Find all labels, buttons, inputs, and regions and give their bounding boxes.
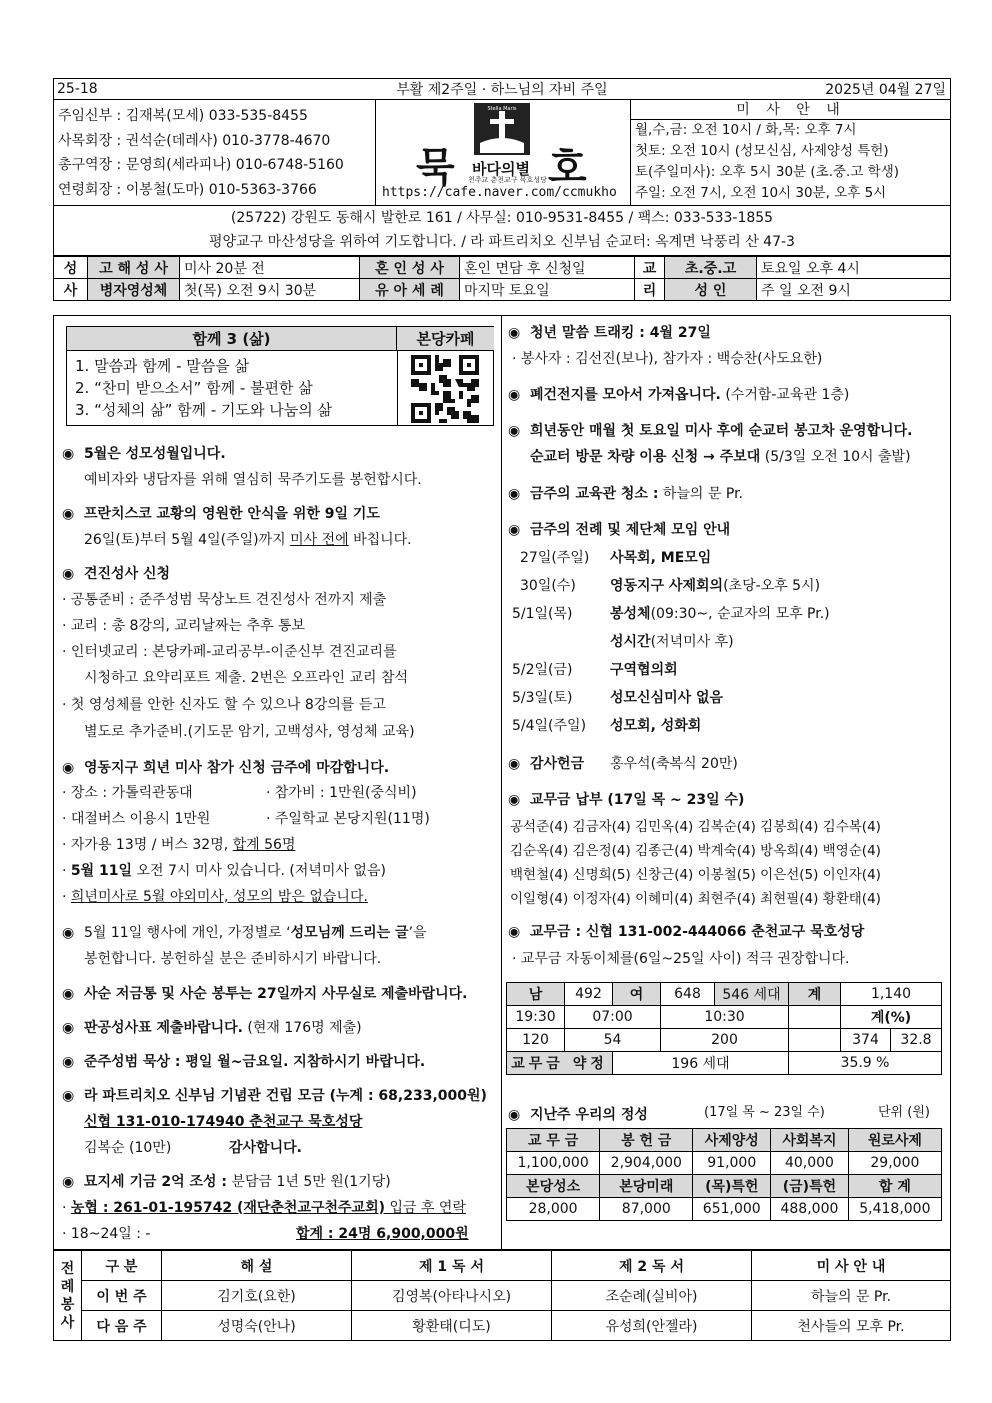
meeting-event: 봉성체(09:30~, 순교자의 모후 Pr.) xyxy=(610,606,830,622)
meeting-event: 성모신심미사 없음 xyxy=(610,690,724,706)
meeting-event: 영동지구 사제회의(초당-오후 5시) xyxy=(610,578,821,594)
youth-value: 토요일 오후 4시 xyxy=(757,257,951,279)
male-label: 남 xyxy=(507,983,565,1006)
service-cell: 김영복(아타나시오) xyxy=(352,1281,552,1311)
youth-trekking: ◉청년 말씀 트래킹 : 4월 27일 xyxy=(508,322,711,344)
dues-account: ◉교무금 : 신협 131-002-444066 춘천교구 묵호성당 xyxy=(508,921,864,943)
staff-list xyxy=(58,104,376,202)
meeting-event: 성시간(저녁미사 후) xyxy=(610,634,734,650)
memorial-account: 신협 131-010-174940 춘천교구 묵호성당 xyxy=(84,1114,363,1130)
time-slot: 07:00 xyxy=(565,1006,661,1029)
female-label: 여 xyxy=(613,983,661,1006)
attendance-sum: 374 xyxy=(841,1029,891,1052)
issue-number: 25-18 xyxy=(57,81,98,97)
memorial-donor: 김복순 (10만) xyxy=(84,1140,172,1156)
dues-row: 공석준(4) 김금자(4) 김민옥(4) 김복순(4) 김봉희(4) 김수복(4) xyxy=(510,819,881,835)
logo-left-char: 묵 xyxy=(416,145,455,191)
grave-period: · 18~24일 : - xyxy=(62,1226,151,1242)
staff-council: 사목회장 : 권석순(데레사) 010-3778-4670 xyxy=(58,132,331,149)
mass-weekday: 월,수,금: 오전 10시 / 화,목: 오후 7시 xyxy=(635,122,857,138)
meeting-date: 27일(주일) xyxy=(520,550,590,566)
time-count: 120 xyxy=(507,1029,565,1052)
meeting-date: 5/2일(금) xyxy=(512,662,573,678)
jubilee-bus: · 대절버스 이용시 1만원 xyxy=(62,811,211,827)
service-cell: 성명숙(안나) xyxy=(162,1311,352,1341)
confirmation-title: ◉견진성사 신청 xyxy=(62,563,170,585)
total-label: 계 xyxy=(789,983,841,1006)
jubilee-school: · 주일학교 본당지원(11명) xyxy=(266,811,430,827)
cleaning-duty: ◉금주의 교육관 청소 : 하늘의 문 Pr. xyxy=(508,483,743,505)
dues-row: 이일형(4) 이정자(4) 이혜미(4) 최현주(4) 최현필(4) 황환태(4) xyxy=(510,891,881,907)
mass-schedule xyxy=(631,100,951,205)
memorial-thanks: 감사합니다. xyxy=(229,1140,302,1156)
confirmation-line-2: · 교리 : 총 8강의, 교리날짜는 추후 통보 xyxy=(62,618,306,634)
dues-row: 백현철(4) 신명희(5) 신창근(4) 이봉철(5) 이은선(5) 이인자(4) xyxy=(510,867,881,883)
service-header: 제 1 독 서 xyxy=(352,1251,552,1281)
offering-header: 봉 헌 금 xyxy=(600,1129,693,1152)
wedding-label: 혼 인 성 사 xyxy=(360,257,460,279)
offering-header: 본당미래 xyxy=(600,1175,693,1198)
offering-header: (금)특헌 xyxy=(771,1175,849,1198)
grave-account: · 농협 : 261-01-195742 (재단춘천교구천주교회) 입금 후 연락 xyxy=(62,1200,466,1216)
may-title: ◉5월은 성모성월입니다. xyxy=(62,443,226,465)
pilgrim-van-2: 순교터 방문 차량 이용 신청 → 주보대 (5/3일 오전 10시 출발) xyxy=(530,449,911,465)
together-line-1: 1. 말씀과 함께 - 말씀을 삶 xyxy=(75,357,249,375)
adult-value: 주 일 오전 9시 xyxy=(757,279,951,301)
total-count: 1,140 xyxy=(841,983,942,1006)
youth-trekking-body: · 봉사자 : 김선진(보나), 참가자 : 백승찬(사도요한) xyxy=(512,351,823,367)
service-header: 미 사 안 내 xyxy=(752,1251,951,1281)
left-column xyxy=(53,315,502,1250)
offering-value: 5,418,000 xyxy=(848,1198,941,1221)
offering-header: 교 무 금 xyxy=(507,1129,600,1152)
service-cell: 하늘의 문 Pr. xyxy=(752,1281,951,1311)
dues-row: 김순옥(4) 김은정(4) 김종근(4) 박계숙(4) 방옥희(4) 백영순(4) xyxy=(510,843,881,859)
time-slot: 19:30 xyxy=(507,1006,565,1029)
mass-schedule-title: 미 사 안 내 xyxy=(631,100,951,120)
offering-header: 합 계 xyxy=(848,1175,941,1198)
service-header: 해 설 xyxy=(162,1251,352,1281)
meeting-date: 5/1일(목) xyxy=(512,606,573,622)
liturgy-service-table xyxy=(53,1250,951,1341)
staff-district: 총구역장 : 문영희(세라피나) 010-6748-5160 xyxy=(58,157,344,173)
meeting-date: 5/3일(토) xyxy=(512,690,573,706)
bulletin-date: 2025년 04월 27일 xyxy=(825,82,946,98)
masthead xyxy=(53,100,951,206)
offering-table xyxy=(506,1128,942,1221)
offering-value: 29,000 xyxy=(848,1152,941,1175)
time-slot: 10:30 xyxy=(661,1006,789,1029)
sac-side-1: 성 xyxy=(54,257,88,279)
thanks-offering: ◉감사헌금 xyxy=(508,753,584,775)
dues-title: ◉교무금 납부 (17일 목 ~ 23일 수) xyxy=(508,789,744,811)
grave-total: 합계 : 24명 6,900,000원 xyxy=(296,1226,469,1242)
male-count: 492 xyxy=(565,983,613,1006)
attendance-table xyxy=(506,982,942,1075)
pledge-label: 교무금 약정 xyxy=(507,1052,613,1075)
confirmation-line-4b: 별도로 추가준비.(기도문 암기, 고백성사, 영성체 교육) xyxy=(84,724,415,740)
pilgrim-van: ◉희년동안 매월 첫 토요일 미사 후에 순교터 봉고차 운영합니다. xyxy=(508,420,912,442)
service-cell: 천사들의 모후 Pr. xyxy=(752,1311,951,1341)
thanks-offering-value: 홍우석(축복식 20만) xyxy=(610,756,738,772)
confession-label: 고 해 성 사 xyxy=(88,257,180,279)
offering-value: 87,000 xyxy=(600,1198,693,1221)
dues-auto-transfer: · 교무금 자동이체를(6일~25일 사이) 적극 권장합니다. xyxy=(512,951,850,967)
logo-emblem xyxy=(474,103,530,155)
jubilee-note: · 희년미사로 5월 야외미사, 성모의 밤은 없습니다. xyxy=(62,889,368,905)
parish-logo xyxy=(375,100,631,205)
service-cell: 김기호(요한) xyxy=(162,1281,352,1311)
pledge-percent: 35.9 % xyxy=(789,1052,942,1075)
offering-value: 2,904,000 xyxy=(600,1152,693,1175)
offering-value: 40,000 xyxy=(771,1152,849,1175)
service-row-label: 다 음 주 xyxy=(82,1311,162,1341)
offering-header: 원로사제 xyxy=(848,1129,941,1152)
logo-sub: 천주교 춘천교구 묵호성당 xyxy=(468,176,547,184)
memorial-fund: ◉라 파트리치오 신부님 기념관 건립 모금 (누계 : 68,233,000원) xyxy=(62,1085,487,1107)
prayer-intention: 평양교구 마산성당을 위하여 기도합니다. / 라 파트리치오 신부님 순교터: 옥계면 낙풍리 산 47-3 xyxy=(209,234,795,250)
wedding-value: 혼인 면담 후 신청일 xyxy=(460,257,635,279)
adult-label: 성 인 xyxy=(665,279,757,301)
meeting-date: 30일(수) xyxy=(520,578,576,594)
confirmation-line-3b: 시청하고 요약리포트 제출. 2번은 오프라인 교리 참석 xyxy=(84,670,409,686)
letter-notice-2: 봉헌합니다. 봉헌하실 분은 준비하시기 바랍니다. xyxy=(84,951,382,967)
meeting-event: 사목회, ME모임 xyxy=(610,550,712,566)
confession-value: 미사 20분 전 xyxy=(180,257,360,279)
staff-funeral: 연령회장 : 이봉철(도마) 010-5363-3766 xyxy=(58,181,317,198)
sac-side-1b: 사 xyxy=(54,279,88,301)
jubilee-place: · 장소 : 가톨릭관동대 xyxy=(62,785,193,801)
service-cell: 조순례(실비아) xyxy=(552,1281,752,1311)
imitation-meditation: ◉준주성범 묵상 : 평일 월~금요일. 지참하시기 바랍니다. xyxy=(62,1051,425,1073)
jubilee-title: ◉영동지구 희년 미사 참가 신청 금주에 마감합니다. xyxy=(62,757,389,779)
address-block xyxy=(53,206,951,256)
mass-first-sat: 첫토: 오전 10시 (성모신심, 사제양성 특헌) xyxy=(635,143,889,159)
offering-header: 본당성소 xyxy=(507,1175,600,1198)
jubilee-fee: · 참가비 : 1만원(중식비) xyxy=(266,785,417,801)
cafe-url-link[interactable]: https://cafe.naver.com/ccmukho xyxy=(382,185,617,200)
pope-title: ◉프란치스코 교황의 영원한 안식을 위한 9일 기도 xyxy=(62,503,380,525)
offering-unit: 단위 (원) xyxy=(878,1105,930,1120)
baptism-value: 마지막 토요일 xyxy=(460,279,635,301)
female-count: 648 xyxy=(661,983,715,1006)
service-side-label: 전 례 봉 사 xyxy=(54,1251,82,1341)
jubilee-count: · 자가용 13명 / 버스 32명, 합계 56명 xyxy=(62,837,296,853)
parish-address: (25722) 강원도 동해시 발한로 161 / 사무실: 010-9531-8455 / 팩스: 033-533-1855 xyxy=(230,210,774,226)
offering-value: 28,000 xyxy=(507,1198,600,1221)
service-cell: 유성희(안젤라) xyxy=(552,1311,752,1341)
attendance-percent: 32.8 xyxy=(891,1029,942,1052)
offering-value: 651,000 xyxy=(693,1198,771,1221)
qr-code-icon[interactable] xyxy=(411,355,479,423)
confirmation-line-4: · 첫 영성체를 안한 신자도 할 수 있으나 8강의를 듣고 xyxy=(62,697,386,713)
sacrament-table xyxy=(53,256,951,301)
confirmation-line-1: · 공통준비 : 준주성범 묵상노트 견진성사 전까지 제출 xyxy=(62,592,387,608)
offering-value: 488,000 xyxy=(771,1198,849,1221)
pope-body: 26일(토)부터 5월 4일(주일)까지 미사 전에 바칩니다. xyxy=(84,532,412,548)
time-count: 54 xyxy=(565,1029,661,1052)
meeting-event: 구역협의회 xyxy=(610,662,678,678)
sick-label: 병자영성체 xyxy=(88,279,180,301)
bulletin-title: 부활 제2주일 · 하느님의 자비 주일 xyxy=(396,82,608,98)
jubilee-mass: · 5월 11일 오전 7시 미사 있습니다. (저녁미사 없음) xyxy=(62,863,386,879)
service-cell: 황환태(디도) xyxy=(352,1311,552,1341)
offering-header: 사회복지 xyxy=(771,1129,849,1152)
mass-saturday: 토(주일미사): 오후 5시 30분 (초.중.고 학생) xyxy=(635,164,899,180)
together-line-3: 3. “성체의 삶” 함께 - 기도와 나눔의 삶 xyxy=(75,401,333,419)
may-body: 예비자와 냉담자를 위해 열심히 묵주기도를 봉헌합시다. xyxy=(84,472,422,488)
time-count: 200 xyxy=(661,1029,789,1052)
sac-side-2b: 리 xyxy=(635,279,665,301)
battery-notice: ◉폐건전지를 모아서 가져옵니다. (수거함-교육관 1층) xyxy=(508,384,849,406)
offering-value: 91,000 xyxy=(693,1152,771,1175)
households: 546 세대 xyxy=(715,983,789,1006)
logo-name: 바다의별 xyxy=(472,160,530,178)
sick-value: 첫(목) 오전 9시 30분 xyxy=(180,279,360,301)
grave-fund: ◉묘지세 기금 2억 조성 : 분담금 1년 5만 원(1기당) xyxy=(62,1171,391,1193)
service-header: 구 분 xyxy=(82,1251,162,1281)
meetings-title: ◉금주의 전례 및 제단체 모임 안내 xyxy=(508,519,730,541)
issue-bar xyxy=(53,78,951,100)
offering-header: 사제양성 xyxy=(693,1129,771,1152)
together-title: 함께 3 (삶) xyxy=(67,327,397,351)
offering-header: (목)특헌 xyxy=(693,1175,771,1198)
staff-pastor: 주임신부 : 김재복(모세) 033-535-8455 xyxy=(58,108,308,124)
percent-label: 계(%) xyxy=(841,1006,942,1029)
sac-side-2: 교 xyxy=(635,257,665,279)
mass-sunday: 주일: 오전 7시, 오전 10시 30분, 오후 5시 xyxy=(635,185,887,201)
confession-card: ◉판공성사표 제출바랍니다. (현재 176명 제출) xyxy=(62,1017,362,1039)
youth-label: 초.중.고 xyxy=(665,257,757,279)
service-row-label: 이 번 주 xyxy=(82,1281,162,1311)
offering-period: (17일 목 ~ 23일 수) xyxy=(704,1105,825,1120)
right-column xyxy=(502,315,951,1250)
svg-text:Stella Maris: Stella Maris xyxy=(487,106,517,112)
cafe-label: 본당카페 xyxy=(397,327,494,351)
baptism-label: 유 아 세 례 xyxy=(360,279,460,301)
meeting-event: 성모회, 성화회 xyxy=(610,718,702,734)
together-box xyxy=(66,326,494,426)
offering-title: ◉지난주 우리의 정성 xyxy=(508,1104,648,1126)
logo-right-char: 호 xyxy=(548,145,587,191)
service-header: 제 2 독 서 xyxy=(552,1251,752,1281)
meeting-date: 5/4일(주일) xyxy=(512,718,587,734)
together-line-2: 2. “찬미 받으소서” 함께 - 불편한 삶 xyxy=(75,379,313,397)
lent-savings: ◉사순 저금통 및 사순 봉투는 27일까지 사무실로 제출바랍니다. xyxy=(62,983,468,1005)
pledge-households: 196 세대 xyxy=(613,1052,789,1075)
offering-value: 1,100,000 xyxy=(507,1152,600,1175)
confirmation-line-3: · 인터넷교리 : 본당카페-교리공부-이준신부 견진교리를 xyxy=(62,644,397,660)
letter-notice: ◉5월 11일 행사에 개인, 가정별로 ‘성모님께 드리는 글’을 xyxy=(62,922,427,944)
